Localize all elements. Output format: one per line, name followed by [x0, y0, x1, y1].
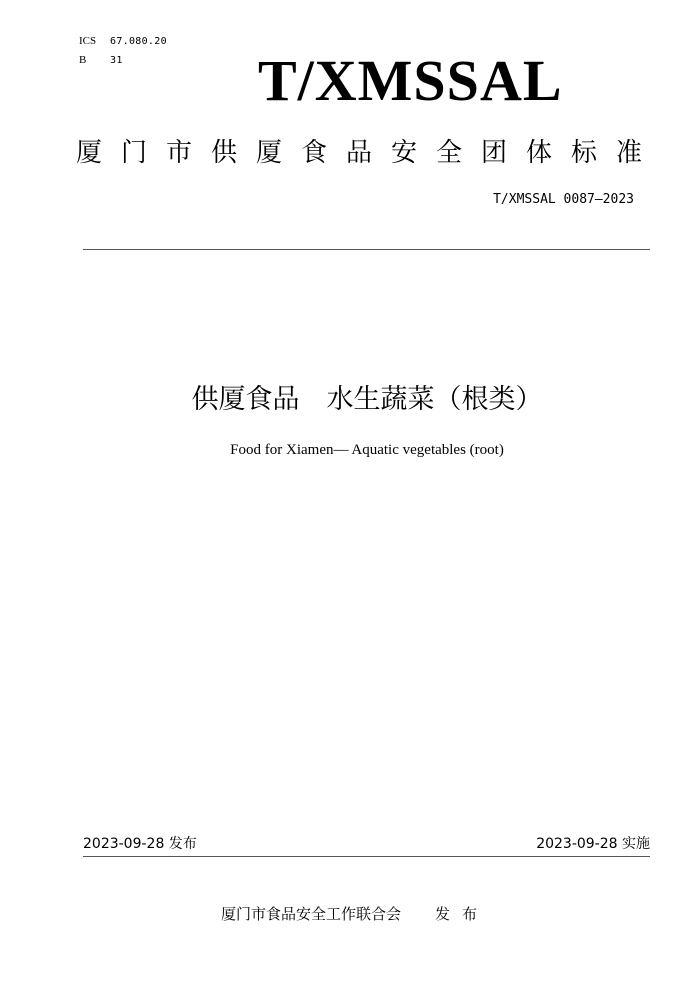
standard-code: T/XMSSAL — [258, 48, 563, 113]
issuer-verb: 发布 — [435, 905, 490, 923]
ccs-label: B — [79, 54, 87, 66]
issuer-line — [221, 904, 489, 924]
ccs-row — [79, 53, 123, 68]
implement-date: 2023-09-28 实施 — [536, 836, 650, 852]
header-divider — [83, 249, 650, 250]
document-title-en: Food for Xiamen— Aquatic vegetables (root) — [230, 442, 504, 458]
ics-label: ICS — [79, 35, 97, 47]
ics-value: 67.080.20 — [110, 36, 167, 47]
organization-title: 厦门市供厦食品安全团体标准 — [76, 138, 662, 168]
document-number: T/XMSSAL 0087—2023 — [493, 192, 634, 207]
footer-divider — [83, 856, 650, 857]
publish-date: 2023-09-28 发布 — [83, 836, 197, 852]
document-title-cn: 供厦食品 水生蔬菜（根类） — [191, 384, 543, 415]
issuer-name: 厦门市食品安全工作联合会 — [221, 905, 402, 923]
ics-row — [79, 34, 167, 49]
ccs-value: 31 — [110, 55, 123, 66]
